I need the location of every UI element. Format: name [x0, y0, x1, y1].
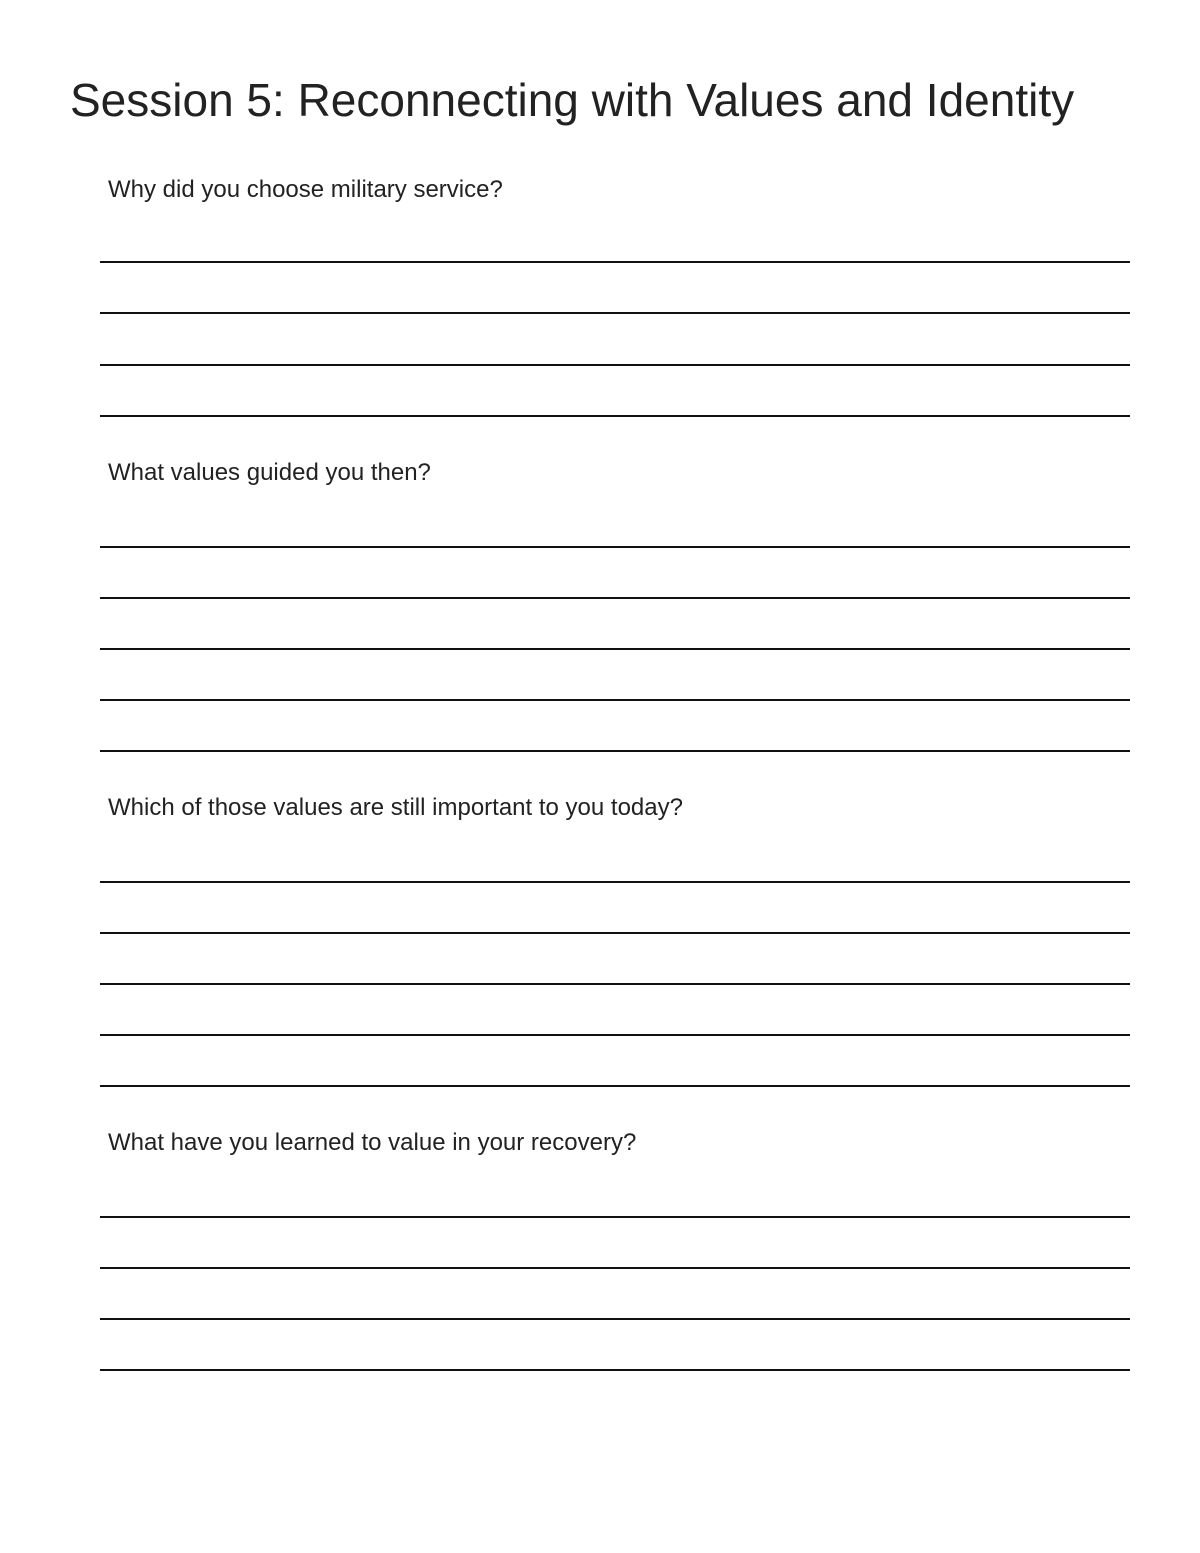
- answer-line[interactable]: [100, 1369, 1130, 1371]
- answer-line[interactable]: [100, 597, 1130, 599]
- answer-line[interactable]: [100, 932, 1130, 934]
- question-prompt-2: What values guided you then?: [108, 459, 431, 486]
- answer-line[interactable]: [100, 546, 1130, 548]
- answer-line[interactable]: [100, 648, 1130, 650]
- answer-line[interactable]: [100, 261, 1130, 263]
- answer-line[interactable]: [100, 1267, 1130, 1269]
- answer-line[interactable]: [100, 1085, 1130, 1087]
- page-title: Session 5: Reconnecting with Values and Identity: [70, 74, 1075, 126]
- answer-line[interactable]: [100, 1216, 1130, 1218]
- question-prompt-4: What have you learned to value in your recovery?: [108, 1129, 637, 1156]
- answer-line[interactable]: [100, 881, 1130, 883]
- answer-line[interactable]: [100, 699, 1130, 701]
- answer-line[interactable]: [100, 415, 1130, 417]
- answer-line[interactable]: [100, 750, 1130, 752]
- answer-line[interactable]: [100, 1318, 1130, 1320]
- answer-line[interactable]: [100, 983, 1130, 985]
- answer-line[interactable]: [100, 312, 1130, 314]
- question-prompt-1: Why did you choose military service?: [108, 176, 503, 203]
- answer-line[interactable]: [100, 1034, 1130, 1036]
- answer-line[interactable]: [100, 364, 1130, 366]
- question-prompt-3: Which of those values are still important to you today?: [108, 794, 683, 821]
